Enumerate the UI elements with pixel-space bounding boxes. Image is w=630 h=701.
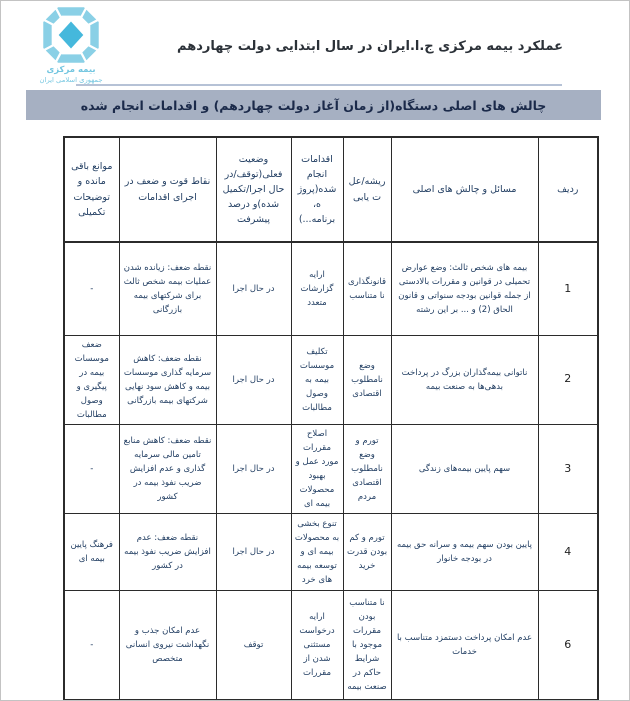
cell-root: وضع نامطلوب اقتصادی <box>343 335 391 424</box>
cell-num: 1 <box>538 242 598 335</box>
cell-challenge: بیمه های شخص ثالث: وضع عوارض تحمیلی در قوانین و مقررات بالادستی از جمله قوانین بودجه سنواتی و قانون الحاق (2) و ... بر این رشته <box>391 242 538 335</box>
cell-status: در حال اجرا <box>216 513 291 590</box>
cell-strengths: نقطه ضعف: کاهش منابع تامین مالی سرمایه گذاری و عدم افزایش ضریب نفوذ بیمه در کشور <box>119 424 216 513</box>
cell-root: نا متناسب بودن مقررات موجود با شرایط حاکم در صنعت بیمه <box>343 590 391 700</box>
cell-num: 2 <box>538 335 598 424</box>
cell-challenge: عدم امکان پرداخت دستمزد متناسب با خدمات <box>391 590 538 700</box>
table-row <box>64 513 598 590</box>
cell-num: 6 <box>538 590 598 700</box>
cell-challenge: ناتوانی بیمه‌گذاران بزرگ در پرداخت بدهی‌ها به صنعت بیمه <box>391 335 538 424</box>
cell-root: قانونگذاری نا متناسب <box>343 242 391 335</box>
logo-text-line2: جمهوری اسلامی ایران <box>39 76 103 85</box>
challenges-table-wrap <box>63 136 599 701</box>
cell-actions: اصلاح مقررات مورد عمل و بهبود محصولات بیمه ای <box>291 424 343 513</box>
cell-obstacles: - <box>64 590 119 700</box>
logo-text-line1: بیمه مرکزی <box>46 65 96 75</box>
cell-num: 4 <box>538 513 598 590</box>
logo-text <box>19 65 123 86</box>
cell-num: 3 <box>538 424 598 513</box>
cell-status: در حال اجرا <box>216 335 291 424</box>
table-row <box>64 335 598 424</box>
table-row <box>64 242 598 335</box>
cell-strengths: عدم امکان جذب و نگهداشت نیروی انسانی متخصص <box>119 590 216 700</box>
table-header-row <box>64 137 598 242</box>
cell-challenge: سهم پایین بیمه‌های زندگی <box>391 424 538 513</box>
column-header-root: ریشه/عل ت یابی <box>343 137 391 242</box>
cell-root: تورم و وضع نامطلوب اقتصادی مردم <box>343 424 391 513</box>
column-header-status: وضعیت فعلی(توقف/در حال اجرا/تکمیل شده)و درصد پیشرفت <box>216 137 291 242</box>
column-header-challenge: مسائل و چالش های اصلی <box>391 137 538 242</box>
cell-actions: ارایه گزارشات متعدد <box>291 242 343 335</box>
table-row <box>64 424 598 513</box>
cell-obstacles: - <box>64 424 119 513</box>
bimeh-markazi-logo-icon <box>43 7 99 63</box>
cell-status: در حال اجرا <box>216 424 291 513</box>
cell-obstacles: ضعف موسسات بیمه در پیگیری و وصول مطالبات <box>64 335 119 424</box>
column-header-num: ردیف <box>538 137 598 242</box>
cell-root: تورم و کم بودن قدرت خرید <box>343 513 391 590</box>
cell-actions: ارایه درخواست مستثنی شدن از مقررات <box>291 590 343 700</box>
divider-line <box>76 84 562 86</box>
cell-strengths: نقطه ضعف: عدم افزایش ضریب نفوذ بیمه در کشور <box>119 513 216 590</box>
cell-obstacles: فرهنگ پایین بیمه ای <box>64 513 119 590</box>
cell-challenge: پایین بودن سهم بیمه و سرانه حق بیمه در بودجه خانوار <box>391 513 538 590</box>
page-title: عملکرد بیمه مرکزی ج.ا.ایران در سال ابتدایی دولت چهاردهم <box>177 39 563 54</box>
cell-obstacles: - <box>64 242 119 335</box>
column-header-actions: اقدامات انجام شده(پروژ ه، برنامه...) <box>291 137 343 242</box>
cell-strengths: نقطه ضعف: زیانده شدن عملیات بیمه شخص ثالث برای شرکتهای بیمه بازرگانی <box>119 242 216 335</box>
header-logo <box>19 7 123 86</box>
cell-actions: تنوع بخشی به محصولات بیمه ای و توسعه بیمه های خرد <box>291 513 343 590</box>
cell-actions: تکلیف موسسات بیمه به وصول مطالبات <box>291 335 343 424</box>
column-header-obstacles: موانع باقی مانده و توضیحات تکمیلی <box>64 137 119 242</box>
cell-strengths: نقطه ضعف: کاهش سرمایه گذاری موسسات بیمه و کاهش سود نهایی شرکتهای بیمه بازرگانی <box>119 335 216 424</box>
cell-status: در حال اجرا <box>216 242 291 335</box>
challenges-table <box>63 136 599 701</box>
cell-status: توقف <box>216 590 291 700</box>
section-title-bar: چالش های اصلی دستگاه(از زمان آغاز دولت چهاردهم) و اقدامات انجام شده <box>26 90 601 120</box>
column-header-strengths: نقاط قوت و ضعف در اجرای اقدامات <box>119 137 216 242</box>
table-row <box>64 590 598 700</box>
table-body <box>64 242 598 700</box>
